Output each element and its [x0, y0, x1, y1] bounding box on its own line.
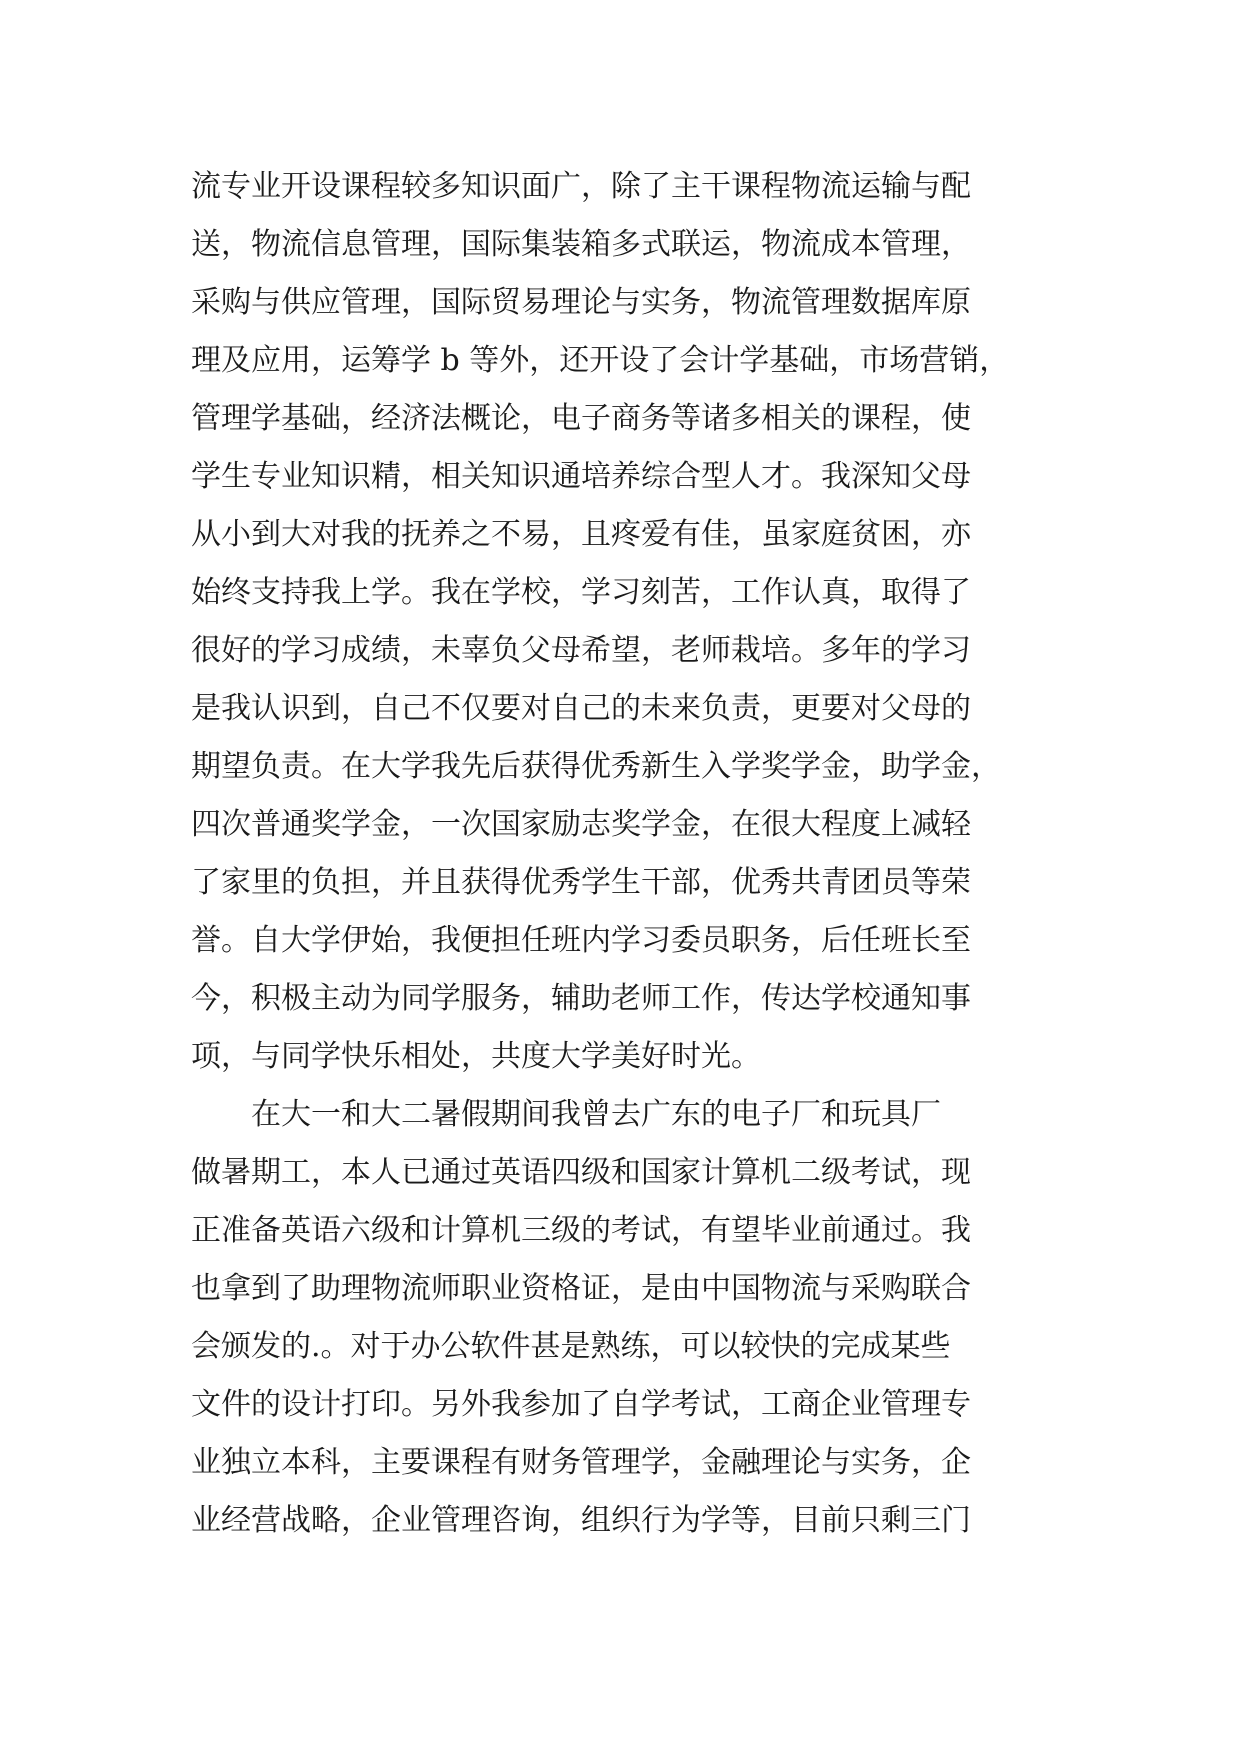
text-line: 会颁发的.。对于办公软件甚是熟练，可以较快的完成某些 — [191, 1329, 951, 1364]
text-line: 期望负责。在大学我先后获得优秀新生入学奖学金，助学金， — [191, 749, 1001, 784]
text-line: 送，物流信息管理，国际集装箱多式联运，物流成本管理， — [191, 227, 971, 262]
text-line: 学生专业知识精，相关知识通培养综合型人才。我深知父母 — [191, 459, 971, 494]
text-line: 今，积极主动为同学服务，辅助老师工作，传达学校通知事 — [191, 981, 971, 1016]
text-line: 管理学基础，经济法概论，电子商务等诸多相关的课程，使 — [191, 401, 971, 436]
text-line: 是我认识到，自己不仅要对自己的未来负责，更要对父母的 — [191, 691, 971, 726]
text-line: 始终支持我上学。我在学校，学习刻苦，工作认真，取得了 — [191, 575, 971, 610]
paragraph-2 — [191, 1086, 1051, 1550]
text-line: 理及应用，运筹学 b 等外，还开设了会计学基础，市场营销， — [191, 343, 1010, 378]
text-line: 业经营战略，企业管理咨询，组织行为学等，目前只剩三门 — [191, 1503, 971, 1538]
text-line: 也拿到了助理物流师职业资格证，是由中国物流与采购联合 — [191, 1271, 971, 1306]
text-line: 很好的学习成绩，未辜负父母希望，老师栽培。多年的学习 — [191, 633, 971, 668]
body-text — [191, 158, 1051, 1550]
text-line: 四次普通奖学金，一次国家励志奖学金，在很大程度上减轻 — [191, 807, 971, 842]
text-line: 采购与供应管理，国际贸易理论与实务，物流管理数据库原 — [191, 285, 971, 320]
text-line: 文件的设计打印。另外我参加了自学考试，工商企业管理专 — [191, 1387, 971, 1422]
text-line: 流专业开设课程较多知识面广，除了主干课程物流运输与配 — [191, 169, 971, 204]
text-line: 誉。自大学伊始，我便担任班内学习委员职务，后任班长至 — [191, 923, 971, 958]
text-line: 了家里的负担，并且获得优秀学生干部，优秀共青团员等荣 — [191, 865, 971, 900]
text-line: 正准备英语六级和计算机三级的考试，有望毕业前通过。我 — [191, 1213, 971, 1248]
text-line: 做暑期工，本人已通过英语四级和国家计算机二级考试，现 — [191, 1155, 971, 1190]
text-line: 项，与同学快乐相处，共度大学美好时光。 — [191, 1039, 761, 1074]
text-line: 业独立本科，主要课程有财务管理学，金融理论与实务，企 — [191, 1445, 971, 1480]
text-line: 从小到大对我的抚养之不易，且疼爱有佳，虽家庭贫困，亦 — [191, 517, 971, 552]
text-line-indented: 在大一和大二暑假期间我曾去广东的电子厂和玩具厂 — [251, 1097, 941, 1132]
paragraph-1 — [191, 158, 1051, 1086]
